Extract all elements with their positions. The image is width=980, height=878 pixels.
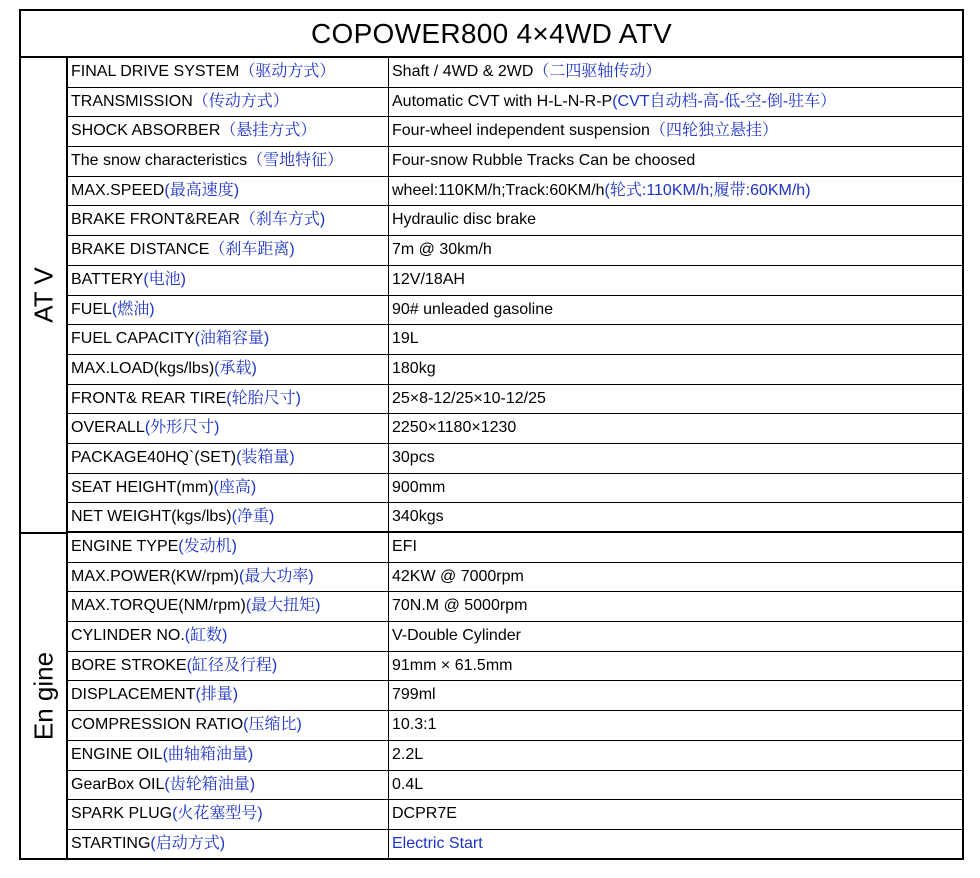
group-header-atv xyxy=(21,58,68,534)
spec-label: MAX.LOAD(kgs/lbs) xyxy=(71,359,215,377)
spec-value: 25×8-12/25×10-12/25 xyxy=(392,389,546,407)
spec-value-cell xyxy=(389,58,962,87)
table-row xyxy=(68,503,962,533)
spec-label-cn: (燃油) xyxy=(111,300,155,318)
table-row xyxy=(68,830,962,860)
spec-label-cell xyxy=(68,741,389,770)
spec-label-cell xyxy=(68,830,389,860)
spec-value: 2.2L xyxy=(392,745,424,763)
spec-label-cn: (电池) xyxy=(143,270,186,288)
spec-value-cell xyxy=(389,236,962,265)
spec-value: 10.3:1 xyxy=(392,716,437,734)
table-row xyxy=(68,622,962,652)
spec-label-cell xyxy=(68,652,389,681)
spec-label-cn: （刹车距离) xyxy=(209,241,295,259)
table-row xyxy=(68,800,962,830)
spec-label-cell xyxy=(68,444,389,473)
spec-value: Four-wheel independent suspension xyxy=(392,122,650,140)
spec-label: BORE STROKE xyxy=(71,656,187,674)
spec-label: SHOCK ABSORBER xyxy=(71,122,221,140)
spec-value: 12V/18AH xyxy=(392,270,465,288)
spec-label-cell xyxy=(68,414,389,443)
spec-label-cn: (齿轮箱油量) xyxy=(164,775,256,793)
table-row xyxy=(68,563,962,593)
spec-label-cn: (最高速度) xyxy=(164,181,240,199)
spec-value-cell xyxy=(389,296,962,325)
spec-value-cell xyxy=(389,206,962,235)
spec-label-cell xyxy=(68,711,389,740)
spec-label: MAX.SPEED xyxy=(71,181,165,199)
spec-value-cell xyxy=(389,355,962,384)
spec-value-cell xyxy=(389,652,962,681)
table-row xyxy=(68,592,962,622)
spec-label: The snow characteristics xyxy=(71,152,248,170)
spec-label-cn: (净重) xyxy=(231,508,275,526)
spec-table xyxy=(68,58,962,860)
spec-label-cn: (排量) xyxy=(195,686,239,704)
spec-value: 340kgs xyxy=(392,508,444,526)
spec-label-cell xyxy=(68,681,389,710)
spec-value-cell xyxy=(389,88,962,117)
spec-label-cn: （驱动方式） xyxy=(239,63,336,80)
spec-label: NET WEIGHT(kgs/lbs) xyxy=(71,508,232,526)
spec-value-cell xyxy=(389,474,962,503)
spec-label-cell xyxy=(68,533,389,562)
spec-label-cell xyxy=(68,474,389,503)
spec-value-cn: Electric Start xyxy=(392,834,483,852)
spec-value: 0.4L xyxy=(392,775,424,793)
spec-value-cn: （四轮独立悬挂） xyxy=(649,122,778,140)
spec-label-cn: (最大功率) xyxy=(239,567,314,585)
spec-label-cn: (压缩比) xyxy=(243,716,302,734)
spec-value: 799ml xyxy=(392,686,436,704)
spec-value: Four-snow Rubble Tracks Can be choosed xyxy=(392,152,696,170)
spec-label: TRANSMISSION xyxy=(71,92,193,110)
spec-value-cell xyxy=(389,711,962,740)
spec-label: MAX.TORQUE(NM/rpm) xyxy=(71,597,246,615)
spec-label: FINAL DRIVE SYSTEM xyxy=(71,63,240,80)
spec-label-cell xyxy=(68,296,389,325)
spec-label-cn: (油箱容量) xyxy=(194,330,270,348)
spec-label-cn: (座高) xyxy=(213,478,257,496)
table-row xyxy=(68,88,962,118)
table-row xyxy=(68,236,962,266)
group-label-atv: AT V xyxy=(28,267,58,323)
spec-label: DISPLACEMENT xyxy=(71,686,196,704)
table-row xyxy=(68,741,962,771)
spec-label-cell xyxy=(68,771,389,800)
table-row xyxy=(68,414,962,444)
spec-value: 30pcs xyxy=(392,448,435,466)
spec-value-cell xyxy=(389,385,962,414)
spec-value-cell xyxy=(389,444,962,473)
spec-value-cell xyxy=(389,414,962,443)
spec-label: CYLINDER NO. xyxy=(71,627,185,645)
spec-label: ENGINE OIL xyxy=(71,745,163,763)
spec-label-cell xyxy=(68,206,389,235)
spec-label: SEAT HEIGHT(mm) xyxy=(71,478,214,496)
spec-value: 42KW @ 7000rpm xyxy=(392,567,524,585)
spec-value: 19L xyxy=(392,330,419,348)
spec-label-cn: (曲轴箱油量) xyxy=(162,745,254,763)
spec-value-cell xyxy=(389,117,962,146)
group-header-engine xyxy=(21,534,68,858)
spec-label-cn: (启动方式) xyxy=(150,834,226,852)
spec-label: FUEL CAPACITY xyxy=(71,330,195,348)
spec-label-cn: (发动机) xyxy=(178,538,237,555)
spec-label: SPARK PLUG xyxy=(71,805,173,823)
spec-value: 90# unleaded gasoline xyxy=(392,300,554,318)
spec-label-cn: (外形尺寸) xyxy=(144,419,220,437)
spec-value-cell xyxy=(389,563,962,592)
table-row xyxy=(68,117,962,147)
spec-value-cell xyxy=(389,830,962,860)
table-row xyxy=(68,444,962,474)
spec-value-cell xyxy=(389,503,962,531)
spec-value-cell xyxy=(389,681,962,710)
spec-label: PACKAGE40HQ`(SET) xyxy=(71,448,237,466)
spec-value: 180kg xyxy=(392,359,436,377)
spec-value-cell xyxy=(389,177,962,206)
spec-label-cell xyxy=(68,236,389,265)
table-row xyxy=(68,296,962,326)
spec-label-cell xyxy=(68,592,389,621)
spec-label: GearBox OIL xyxy=(71,775,165,793)
table-row xyxy=(68,533,962,563)
spec-label-cell xyxy=(68,88,389,117)
spec-label: FRONT& REAR TIRE xyxy=(71,389,227,407)
table-row xyxy=(68,58,962,88)
spec-label-cell xyxy=(68,563,389,592)
spec-value: 900mm xyxy=(392,478,446,496)
table-row xyxy=(68,206,962,236)
spec-label: BRAKE DISTANCE xyxy=(71,241,210,259)
spec-value: 91mm × 61.5mm xyxy=(392,656,513,674)
spec-value-cell xyxy=(389,266,962,295)
spec-label-cn: (装箱量) xyxy=(236,448,295,466)
spec-label-cn: （刹车方式) xyxy=(239,211,326,229)
table-row xyxy=(68,385,962,415)
table-row xyxy=(68,681,962,711)
spec-label-cell xyxy=(68,58,389,87)
spec-sheet xyxy=(19,9,964,860)
spec-value: Hydraulic disc brake xyxy=(392,211,537,229)
spec-label-cell xyxy=(68,503,389,531)
spec-value-cell xyxy=(389,533,962,562)
spec-label-cell xyxy=(68,266,389,295)
spec-label-cn: （传动方式） xyxy=(192,92,289,110)
table-row xyxy=(68,147,962,177)
spec-label-cell xyxy=(68,385,389,414)
spec-value-cell xyxy=(389,622,962,651)
spec-label: FUEL xyxy=(71,300,112,318)
spec-value-cell xyxy=(389,592,962,621)
spec-label-cell xyxy=(68,177,389,206)
spec-label-cell xyxy=(68,355,389,384)
spec-value-cn: (CVT自动档-高-低-空-倒-驻车） xyxy=(612,92,837,110)
spec-label-cell xyxy=(68,147,389,176)
spec-value: Shaft / 4WD & 2WD xyxy=(392,63,534,80)
spec-label-cn: （悬挂方式） xyxy=(220,122,317,140)
table-row xyxy=(68,266,962,296)
table-row xyxy=(68,771,962,801)
spec-label: STARTING xyxy=(71,834,151,852)
spec-label-cn: (轮胎尺寸) xyxy=(226,389,301,407)
table-row xyxy=(68,652,962,682)
spec-value-cell xyxy=(389,325,962,354)
table-row xyxy=(68,474,962,504)
spec-label: OVERALL xyxy=(71,419,145,437)
spec-label: BATTERY xyxy=(71,270,144,288)
spec-value: V-Double Cylinder xyxy=(392,627,521,645)
table-row xyxy=(68,355,962,385)
spec-value: Automatic CVT with H-L-N-R-P xyxy=(392,92,613,110)
spec-label-cn: (承载) xyxy=(214,359,257,377)
spec-value: wheel:110KM/h;Track:60KM/h xyxy=(392,181,605,199)
spec-label-cell xyxy=(68,800,389,829)
spec-value-cell xyxy=(389,800,962,829)
spec-label-cn: (缸数) xyxy=(184,627,228,645)
spec-value: EFI xyxy=(392,538,417,555)
spec-value: DCPR7E xyxy=(392,805,457,823)
spec-label-cell xyxy=(68,325,389,354)
spec-value-cell xyxy=(389,771,962,800)
spec-label-cn: (火花塞型号) xyxy=(172,805,263,823)
spec-label-cell xyxy=(68,117,389,146)
spec-label-cell xyxy=(68,622,389,651)
spec-label: COMPRESSION RATIO xyxy=(71,716,244,734)
spec-label: MAX.POWER(KW/rpm) xyxy=(71,567,239,585)
table-row xyxy=(68,177,962,207)
spec-value: 70N.M @ 5000rpm xyxy=(392,597,528,615)
spec-label-cn: (最大扭矩) xyxy=(245,597,321,615)
spec-label: ENGINE TYPE xyxy=(71,538,179,555)
spec-label-cn: （雪地特征） xyxy=(247,152,344,170)
group-label-engine: En gine xyxy=(28,651,58,741)
table-row xyxy=(68,711,962,741)
spec-label-cn: (缸径及行程) xyxy=(186,656,278,674)
spec-value: 7m @ 30km/h xyxy=(392,241,492,259)
spec-value: 2250×1180×1230 xyxy=(392,419,517,437)
spec-value-cell xyxy=(389,147,962,176)
spec-value-cell xyxy=(389,741,962,770)
sheet-title: COPOWER800 4×4WD ATV xyxy=(21,11,962,58)
table-row xyxy=(68,325,962,355)
spec-value-cn: (轮式:110KM/h;履带:60KM/h) xyxy=(604,181,811,199)
spec-label: BRAKE FRONT&REAR xyxy=(71,211,240,229)
spec-value-cn: （二四驱轴传动） xyxy=(533,63,662,80)
